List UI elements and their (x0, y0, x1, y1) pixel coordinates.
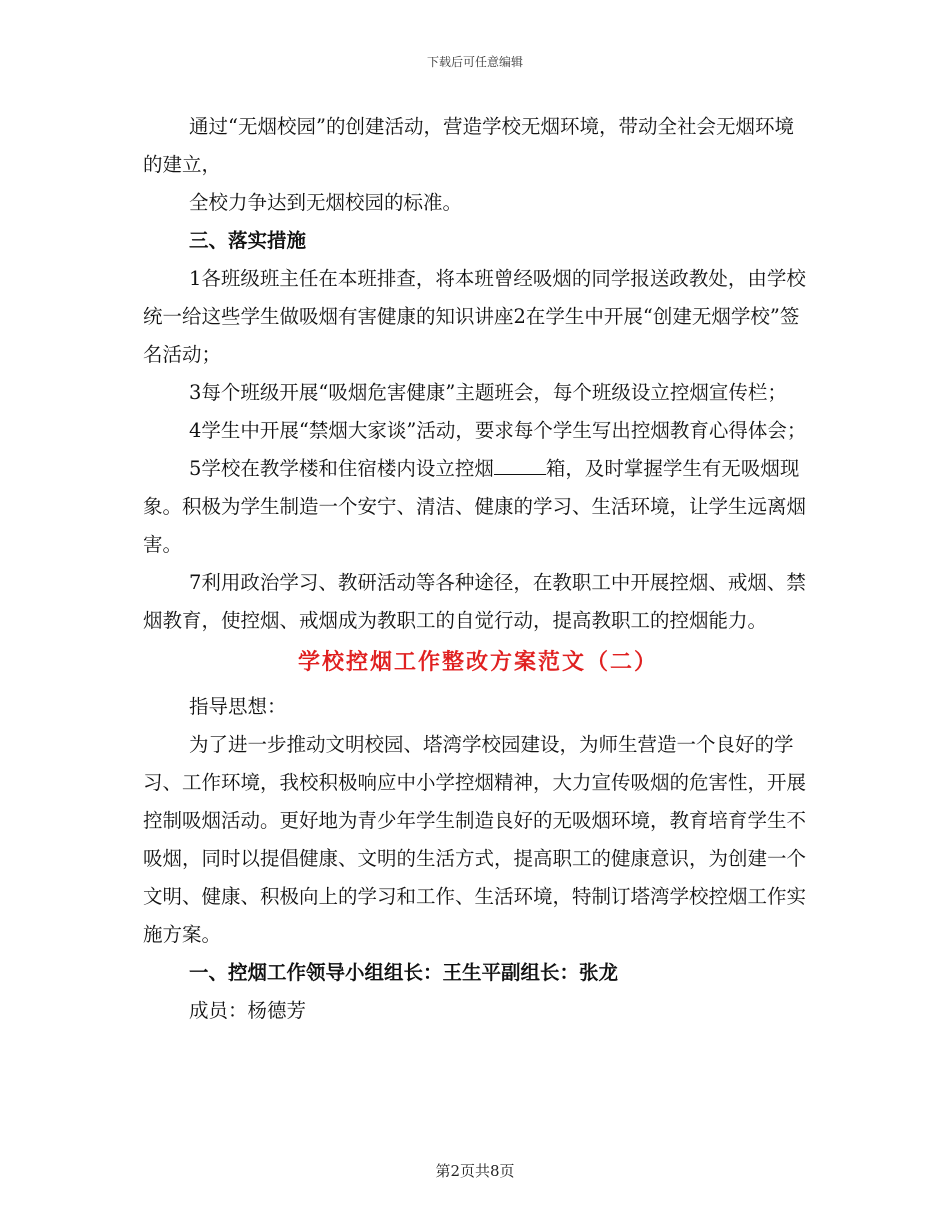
fill-blank (494, 456, 546, 475)
paragraph-7: 7利用政治学习、教研活动等各种途径，在教职工中开展控烟、戒烟、禁烟教育，使控烟、戒烟成为教职工的自觉行动，提高教职工的控烟能力。 (143, 571, 806, 632)
paragraph-3: 1各班级班主任在本班排查，将本班曾经吸烟的同学报送政教处，由学校统一给这些学生做吸烟有害健康的知识讲座2在学生中开展“创建无烟学校”签名活动； (143, 267, 806, 366)
paragraph-6-end: 箱，及时掌握学生有无吸烟现象。积极为学生制造一个安宁、清洁、健康的学习、生活环境，让学生远离烟害。 (143, 457, 807, 556)
paragraph-5: 4学生中开展“禁烟大家谈”活动，要求每个学生写出控烟教育心得体会； (189, 419, 807, 442)
document-body (143, 108, 813, 1030)
paragraph-2: 全校力争达到无烟校园的标准。 (189, 191, 463, 214)
paragraph-6-start: 5学校在教学楼和住宿楼内设立控烟 (189, 457, 494, 480)
heading-measures: 三、落实措施 (189, 229, 307, 252)
section-title: 学校控烟工作整改方案范文（二） (297, 650, 658, 675)
paragraph-1: 通过“无烟校园”的创建活动，营造学校无烟环境，带动全社会无烟环境的建立， (143, 115, 794, 176)
guide-text: 为了进一步推动文明校园、塔湾学校园建设，为师生营造一个良好的学习、工作环境，我校积极响应中小学控烟精神，大力宣传吸烟的危害性，开展控制吸烟活动。更好地为青少年学生制造良好的无吸烟环境，教育培育学生不吸烟，同时以提倡健康、文明的生活方式，提高职工的健康意识，为创建一个文明、健康、积极向上的学习和工作、生活环境，特制订塔湾学校控烟工作实施方案。 (143, 733, 807, 946)
page-footer: 第2页共8页 (435, 1162, 515, 1180)
header-note: 下载后可任意编辑 (426, 55, 523, 69)
heading-leadership: 一、控烟工作领导小组组长：王生平副组长：张龙 (189, 961, 619, 984)
guide-label: 指导思想： (189, 695, 287, 718)
members-line: 成员：杨德芳 (189, 999, 307, 1022)
paragraph-6 (143, 450, 813, 564)
paragraph-4: 3每个班级开展“吸烟危害健康”主题班会，每个班级设立控烟宣传栏； (189, 381, 787, 404)
